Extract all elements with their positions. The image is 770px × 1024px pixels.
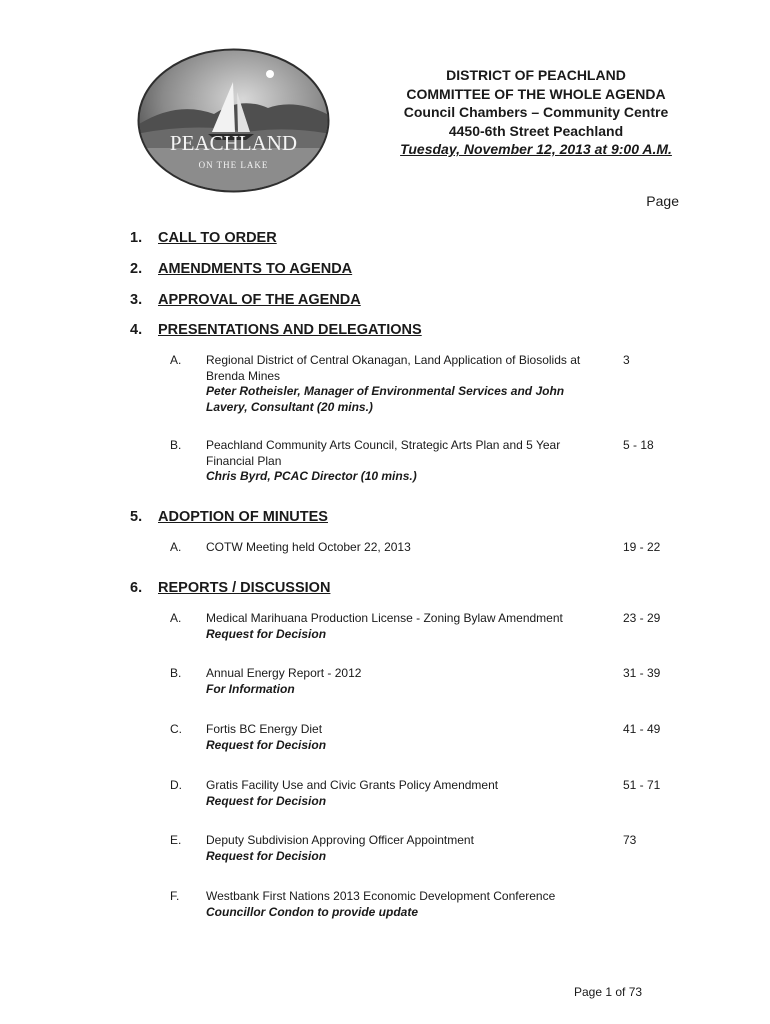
header-address: 4450-6th Street Peachland (448, 122, 624, 139)
item-description: Medical Marihuana Production License - Zoning Bylaw Amendment (206, 611, 563, 625)
item-page-reference: 3 (623, 353, 630, 367)
section-number: 2. (130, 261, 143, 277)
section-heading (130, 261, 352, 277)
item-presenter: Chris Byrd, PCAC Director (10 mins.) (206, 469, 417, 483)
section-heading (130, 292, 361, 308)
item-page-reference: 73 (623, 833, 637, 847)
item-page-reference: 5 - 18 (623, 438, 654, 452)
item-letter: C. (170, 722, 182, 736)
section-number: 3. (130, 292, 143, 308)
item-action: Request for Decision (206, 737, 327, 752)
item-presenter: Peter Rotheisler, Manager of Environmental Services and John Lavery, Consultant (20 mins.) (206, 384, 565, 414)
item-letter: A. (170, 611, 182, 625)
item-page-reference: 23 - 29 (623, 611, 661, 625)
section-title: AMENDMENTS TO AGENDA (158, 261, 353, 277)
section-heading (130, 580, 330, 596)
item-action: Request for Decision (206, 848, 327, 863)
item-page-reference: 41 - 49 (623, 722, 661, 736)
peachland-logo (136, 48, 331, 193)
logo-wordmark: PEACHLAND (169, 131, 298, 155)
item-page-reference: 19 - 22 (623, 540, 661, 554)
header-meeting-name: COMMITTEE OF THE WHOLE AGENDA (406, 85, 666, 102)
page-footer: Page 1 of 73 (574, 985, 643, 999)
item-action: Councillor Condon to provide update (206, 904, 418, 919)
header-location: Council Chambers – Community Centre (403, 104, 669, 120)
section-title: REPORTS / DISCUSSION (158, 580, 331, 596)
item-page-reference: 31 - 39 (623, 666, 661, 680)
item-description: COTW Meeting held October 22, 2013 (206, 540, 411, 554)
agenda-header (380, 66, 692, 159)
item-description: Regional District of Central Okanagan, Land Application of Biosolids at Brenda Mines (206, 353, 581, 383)
page-column-label: Page (646, 193, 679, 209)
item-letter: A. (170, 540, 182, 554)
header-date: Tuesday, November 12, 2013 at 9:00 A.M. (400, 141, 672, 157)
section-heading (130, 509, 328, 525)
item-action: For Information (206, 681, 295, 696)
section-heading (130, 230, 277, 246)
item-description: Westbank First Nations 2013 Economic Development Conference (206, 889, 556, 903)
item-action: Request for Decision (206, 626, 327, 641)
section-heading (130, 322, 422, 338)
section-number: 4. (130, 322, 143, 338)
section-number: 5. (130, 509, 143, 525)
item-letter: F. (170, 889, 180, 903)
item-action: Request for Decision (206, 793, 327, 808)
item-letter: D. (170, 778, 182, 792)
item-description: Gratis Facility Use and Civic Grants Policy Amendment (206, 778, 499, 792)
item-letter: B. (170, 666, 182, 680)
item-description: Deputy Subdivision Approving Officer Appointment (206, 833, 474, 847)
item-letter: A. (170, 353, 182, 367)
section-title: ADOPTION OF MINUTES (158, 509, 328, 525)
section-title: PRESENTATIONS AND DELEGATIONS (158, 322, 422, 338)
section-number: 1. (130, 230, 143, 246)
section-number: 6. (130, 580, 143, 596)
item-letter: B. (170, 438, 182, 452)
header-organization: DISTRICT OF PEACHLAND (446, 67, 626, 83)
item-letter: E. (170, 833, 182, 847)
item-description: Annual Energy Report - 2012 (206, 666, 362, 680)
section-title: APPROVAL OF THE AGENDA (158, 292, 361, 308)
item-description: Peachland Community Arts Council, Strategic Arts Plan and 5 Year Financial Plan (206, 438, 561, 468)
logo-tagline: ON THE LAKE (198, 160, 269, 170)
peachland-logo-graphic (136, 48, 331, 193)
item-page-reference: 51 - 71 (623, 778, 661, 792)
item-description: Fortis BC Energy Diet (206, 722, 323, 736)
section-title: CALL TO ORDER (158, 230, 277, 246)
